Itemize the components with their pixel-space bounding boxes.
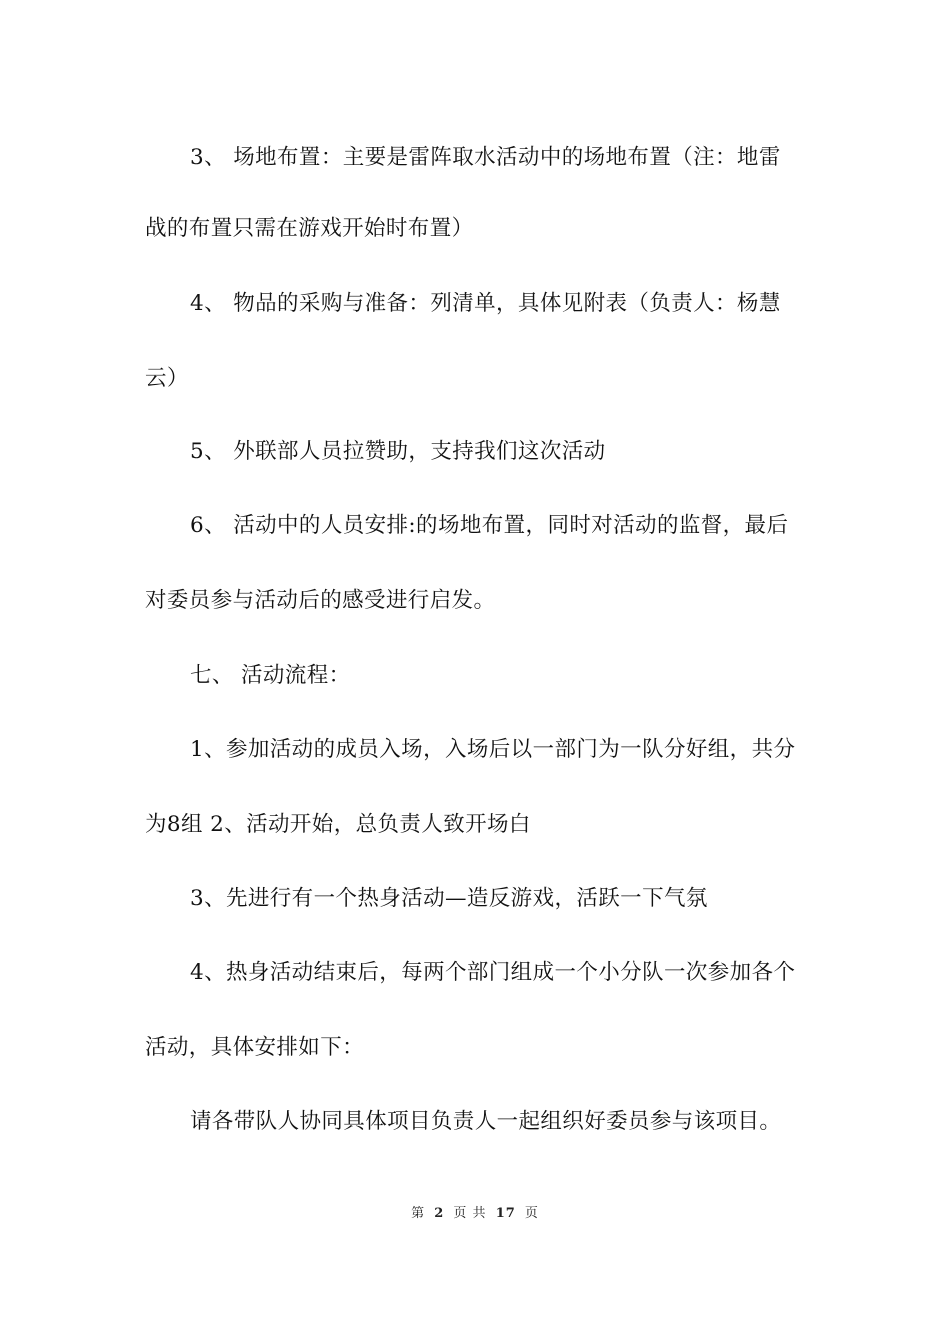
- footer-suffix: 页: [524, 1206, 539, 1221]
- paragraph-line: 4、 物品的采购与准备：列清单，具体见附表（负责人：杨慧: [190, 291, 781, 316]
- current-page-number: 2: [434, 1206, 445, 1221]
- paragraph-line: 对委员参与活动后的感受进行启发。: [145, 588, 496, 613]
- footer-middle: 页 共: [453, 1206, 487, 1221]
- paragraph-line: 3、先进行有一个热身活动—造反游戏，活跃一下气氛: [190, 886, 708, 911]
- paragraph-line: 1、参加活动的成员入场，入场后以一部门为一队分好组，共分: [190, 737, 796, 762]
- paragraph-line: 6、 活动中的人员安排:的场地布置，同时对活动的监督，最后: [190, 513, 789, 538]
- footer-prefix: 第: [411, 1206, 426, 1221]
- page-footer: [0, 1205, 950, 1223]
- paragraph-line: 活动，具体安排如下：: [145, 1035, 365, 1060]
- paragraph-line: 5、 外联部人员拉赞助，支持我们这次活动: [190, 439, 606, 464]
- paragraph-line: 为8组 2、活动开始，总负责人致开场白: [145, 812, 531, 837]
- paragraph-line: 请各带队人协同具体项目负责人一起组织好委员参与该项目。: [190, 1109, 782, 1134]
- paragraph-line: 云）: [145, 366, 189, 391]
- paragraph-line: 战的布置只需在游戏开始时布置）: [145, 216, 474, 241]
- section-heading: 七、 活动流程：: [190, 663, 351, 688]
- paragraph-line: 3、 场地布置：主要是雷阵取水活动中的场地布置（注：地雷: [190, 145, 781, 170]
- paragraph-line: 4、热身活动结束后，每两个部门组成一个小分队一次参加各个: [190, 960, 796, 985]
- total-page-count: 17: [495, 1206, 516, 1221]
